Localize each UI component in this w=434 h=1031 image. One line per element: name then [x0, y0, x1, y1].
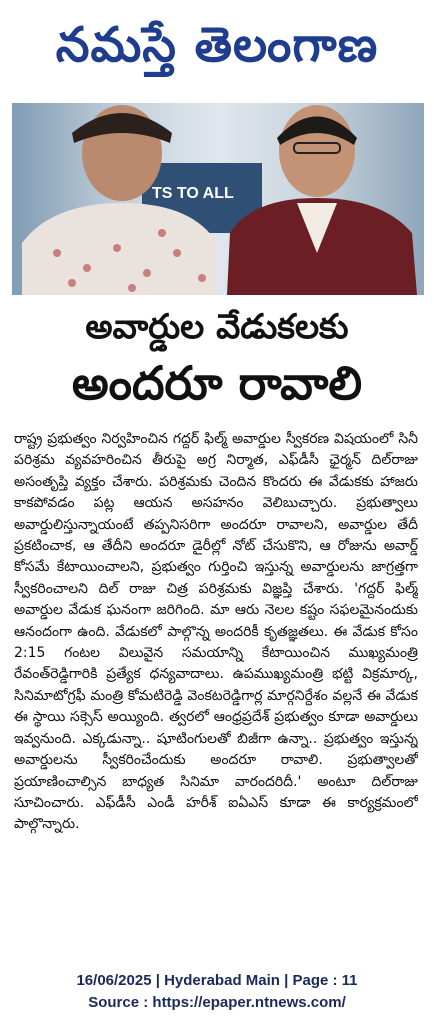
photo-illustration [12, 103, 424, 295]
backdrop-text: TS TO ALL [152, 185, 234, 202]
footer-source-link[interactable]: Source : https://epaper.ntnews.com/ [88, 994, 346, 1011]
masthead-title: నమస్తే తెలంగాణ [55, 17, 379, 73]
article-body: రాష్ట్ర ప్రభుత్వం నిర్వహించిన గద్దర్ ఫిల్మ్ అవార్డుల స్వీకరణ విషయంలో సినీ పరిశ్రమ వ్యవహరించిన తీరుపై అగ్ర నిర్మాత, ఎఫ్‌డీసీ ఛైర్మన్ దిల్‌రాజు అసంతృప్తి వ్యక్తం చేశారు. పరిశ్రమకు చెందిన కొందరు ఈ వేడుకకు హాజరు కాకపోవడం పట్ల ఆయన అసహనం వెలిబుచ్చారు. ప్రభుత్వాలు అవార్డులిస్తున్నాయంటే తప్పనిసరిగా అందరూ రావాలని, అవార్డుల తేదీ ప్రకటించాక, ఆ తేదీని అందరూ డైరీల్లో నోట్ చేసుకొని, ఆ రోజును అవార్డ్ కోసమే కేటాయించాలని, ప్రభుత్వం గుర్తించి ఇస్తున్న అవార్డులను జాగ్రత్తగా స్వీకరించాలని దిల్ రాజు చిత్ర పరిశ్రమకు విజ్ఞప్తి చేశారు. 'గద్దర్ ఫిల్మ్ అవార్డుల వేడుక ఘనంగా జరిగింది. మా ఆరు నెలల కష్టం సఫలమైనందుకు ఆనందంగా ఉంది. వేడుకలో పాల్గొన్న అందరికీ కృతజ్ఞతలు. ఈ వేడుక కోసం 2:15 గంటల విలువైన సమయాన్ని కేటాయించిన ముఖ్యమంత్రి రేవంత్‌రెడ్డిగారికి ప్రత్యేక ధన్యవాదాలు. ఉపముఖ్యమంత్రి భట్టి విక్రమార్క, సినిమాటోగ్రఫీ మంత్రి కోమటిరెడ్డి వెంకటరెడ్డిగార్ల మార్గనిర్దేశం వల్లనే ఈ వేడుక ఈ స్థాయి సక్సెస్ అయ్యింది. త్వరలో ఆంధ్రప్రదేశ్ ప్రభుత్వం కూడా అవార్డులు ఇవ్వనుంది. ఎక్కడున్నా.. షూటింగులతో బిజీగా ఉన్నా.. ప్రభుత్వం ఇస్తున్న అవార్డులను స్వీకరించేందుకు అందరూ రావాలి. ప్రభుత్వాలతో ప్రయాణించాల్సిన బాధ్యత సినిమా వారందరిదీ.' అంటూ దిల్‌రాజు సూచించారు. ఎఫ్‌డీసీ ఎండీ హరీశ్ ఐఏఎస్ కూడా ఈ కార్యక్రమంలో పాల్గొన్నారు. [14, 431, 418, 833]
footer-dateline: 16/06/2025 | Hyderabad Main | Page : 11 [76, 972, 358, 989]
headline-line-1: అవార్డుల వేడుకలకు [85, 307, 349, 347]
masthead [0, 0, 434, 90]
headline-line-2: అందరూ రావాలి [71, 356, 363, 410]
news-photo [12, 103, 424, 295]
